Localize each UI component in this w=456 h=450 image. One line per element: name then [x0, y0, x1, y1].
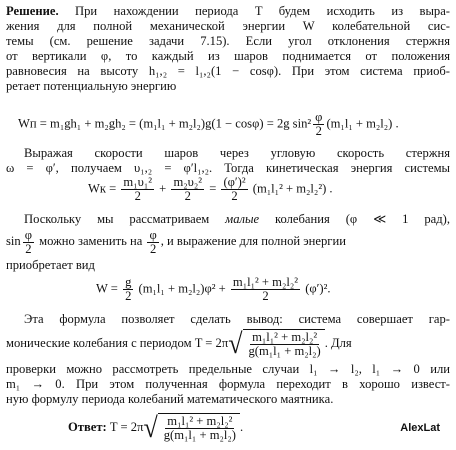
text-line	[6, 4, 450, 19]
text-line: темы (см. решение задачи 7.15). Если угол отклонения стержня	[6, 34, 450, 48]
denominator: g(m₁l₁ + m₂l₂)	[163, 428, 236, 443]
denominator: 2	[231, 189, 238, 203]
equation-total-energy	[96, 276, 331, 303]
line-text: Поскольку мы рассматриваем	[24, 212, 226, 226]
radicand	[243, 329, 325, 359]
fraction	[247, 331, 323, 358]
text-line: ную формулу периода колебаний математического маятника.	[6, 392, 334, 406]
text-line: жения для полной механической энергии W колебательной сис-	[6, 19, 450, 33]
text-line	[6, 326, 450, 360]
equation-text: (φ′)².	[305, 281, 331, 296]
equation-text: T = 2π	[109, 420, 144, 434]
emphasis-text: малые	[225, 212, 260, 226]
denominator: 2	[262, 289, 269, 303]
fraction	[147, 229, 158, 256]
numerator: φ	[315, 110, 323, 124]
numerator: m₂υ₂²	[173, 175, 203, 189]
fraction	[123, 276, 133, 303]
equation-kinetic-energy	[88, 176, 333, 203]
answer-line	[68, 410, 243, 444]
denominator: 2	[149, 241, 157, 256]
equation-potential-energy	[18, 111, 399, 138]
line-text: можно заменить на	[35, 234, 146, 248]
numerator: g	[125, 275, 132, 289]
equation-text: (m₁l₁² + m₂l₂²) .	[252, 181, 333, 196]
radical-sign: √	[143, 411, 158, 444]
fraction	[313, 111, 324, 138]
fraction	[121, 176, 154, 203]
numerator: m₁υ₁²	[123, 175, 153, 189]
numerator: m₁l₁² + m₂l₂²	[232, 275, 299, 289]
text-line: от вертикали φ, то каждый из шаров поднимается от положения	[6, 49, 450, 63]
line-text: sin	[6, 234, 21, 248]
numerator: φ	[149, 227, 157, 242]
equation-text: =	[209, 181, 217, 196]
equation-text: +	[159, 181, 167, 196]
equation-text: W =	[96, 281, 118, 296]
text-line: ω = φ′, получаем υ₁,₂ = φ′l₁,₂. Тогда кинетическая энергия системы	[6, 161, 450, 175]
denominator: g(m₁l₁ + m₂l₂)	[248, 344, 321, 359]
radicand	[158, 413, 240, 443]
square-root	[228, 329, 325, 359]
text-line: приобретает вид	[6, 258, 95, 272]
radical-sign: √	[228, 327, 243, 360]
line-text: монические колебания с периодом T = 2π	[6, 336, 229, 350]
fraction	[162, 415, 238, 442]
text-line: Эта формула позволяет сделать вывод: система совершает гар-	[24, 312, 450, 326]
line-text: колебания (φ ≪ 1 рад),	[259, 212, 450, 226]
text-line: m₁ → 0. При этом полученная формула переходит в хорошо извест-	[6, 377, 450, 391]
line-text: При нахождении периода T будем исходить из выра-	[58, 4, 450, 18]
text-line: проверки можно рассмотреть предельные случаи l₁ → l₂, l₁ → 0 или	[6, 362, 450, 376]
square-root	[143, 413, 240, 443]
text-line: Выражая скорости шаров через угловую скорость стержня	[24, 146, 450, 160]
equation-text: Wп = m₁gh₁ + m₂gh₂ = (m₁l₁ + m₂l₂)g(1 − cosφ) = 2g sin²	[18, 116, 312, 131]
signature: AlexLat	[400, 422, 440, 434]
text-line: равновесия на высоту h₁,₂ = l₁,₂(1 − cosφ). При этом система приоб-	[6, 64, 450, 78]
numerator: (φ′)²	[223, 175, 246, 189]
equation-text: .	[239, 420, 244, 434]
numerator: φ	[24, 227, 32, 242]
fraction	[171, 176, 204, 203]
denominator: 2	[184, 189, 191, 203]
numerator: m₁l₁² + m₂l₂²	[252, 330, 318, 345]
denominator: 2	[134, 189, 141, 203]
denominator: 2	[25, 241, 32, 256]
denominator: 2	[315, 124, 322, 138]
equation-text: Wк =	[88, 181, 117, 196]
fraction	[231, 276, 300, 303]
numerator: m₁l₁² + m₂l₂²	[167, 414, 233, 429]
text-line: ретает потенциальную энергию	[6, 79, 177, 93]
text-line	[24, 212, 450, 227]
equation-text: (m₁l₁ + m₂l₂) .	[326, 116, 399, 131]
solution-heading: Решение.	[6, 4, 59, 18]
text-line	[6, 226, 450, 256]
fraction	[221, 176, 247, 203]
fraction	[23, 229, 34, 256]
line-text: . Для	[324, 336, 352, 350]
line-text: , и выражение для полной энергии	[160, 234, 346, 248]
equation-text: (m₁l₁ + m₂l₂)φ² +	[138, 281, 226, 296]
denominator: 2	[125, 289, 132, 303]
answer-label: Ответ:	[68, 420, 107, 434]
